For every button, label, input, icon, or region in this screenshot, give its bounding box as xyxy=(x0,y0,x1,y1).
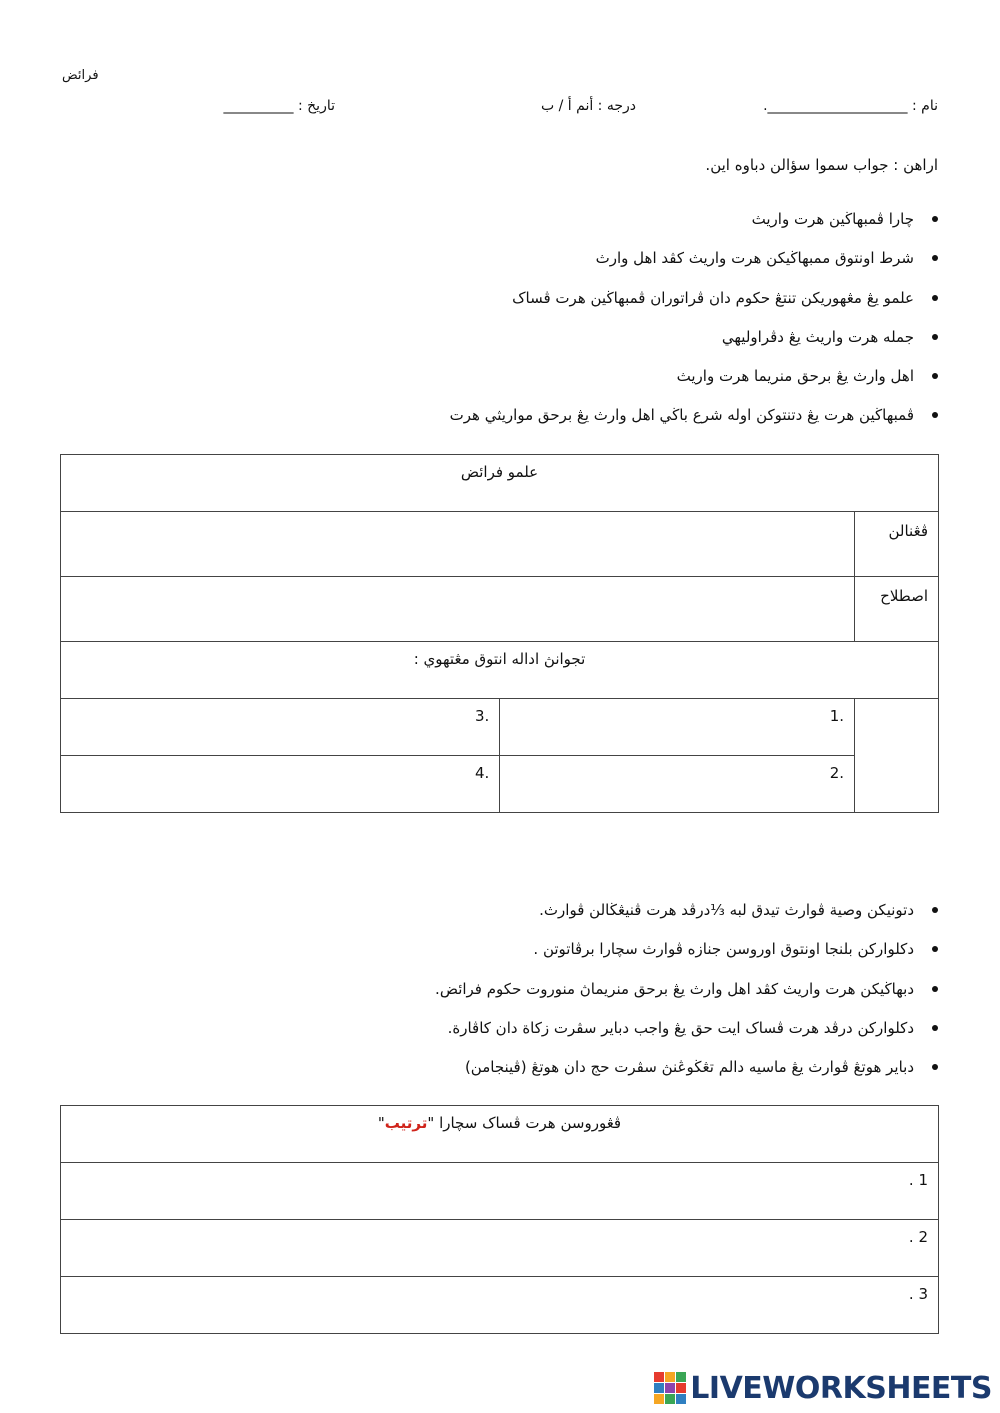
answer-box-3[interactable] xyxy=(61,699,500,756)
list-item[interactable]: دکلوارکن بلنجا اونتوق اوروسن جنازه ڤوارث سچارا برڤاتوتن . xyxy=(120,930,940,969)
logo-blocks-icon xyxy=(654,1372,686,1404)
list-item[interactable]: ڤمبهاڬين هرت يڠ دتنتوکن اوله شرع باڬي اهل وارث يڠ برحق مواريثي هرت xyxy=(240,396,940,435)
list-item[interactable]: جمله هرت واريث يڠ دڤراوليهي xyxy=(240,318,940,357)
term-answer-box[interactable] xyxy=(61,577,855,642)
logo-block xyxy=(665,1394,675,1404)
answer-box-4[interactable] xyxy=(61,756,500,813)
date-field[interactable]: تاريخ : __________ xyxy=(223,98,335,114)
definition-answer-box[interactable] xyxy=(61,512,855,577)
answer-box-1[interactable] xyxy=(500,699,855,756)
order-table-title xyxy=(61,1106,939,1163)
answer-number: . 1 xyxy=(908,1171,928,1189)
definition-options-list xyxy=(240,200,940,436)
objective-heading: تجوانڽ اداله انتوق مڠتهوي : xyxy=(61,642,939,699)
list-item[interactable]: علمو يڠ مڠهوريکن تنتڠ حکوم دان ڤراتوران ڤمبهاڬين هرت ڤساک xyxy=(240,279,940,318)
name-field[interactable]: نام : ____________________. xyxy=(763,98,938,114)
instruction-text: اراهن : جواب سموا سؤالن دباوه اين. xyxy=(705,156,938,174)
table-title: علمو فرائض xyxy=(61,455,939,512)
definition-label: ڤڠنالن xyxy=(855,512,939,577)
title-text: ڤڠوروسن هرت ڤساک سچارا " xyxy=(427,1114,622,1132)
answer-number: . 3 xyxy=(908,1285,928,1303)
logo-block xyxy=(676,1394,686,1404)
logo-block xyxy=(654,1394,664,1404)
worksheet-title: فرائض xyxy=(62,68,99,83)
objective-side-cell xyxy=(855,699,939,813)
logo-block xyxy=(665,1372,675,1382)
term-label: اصطلاح xyxy=(855,577,939,642)
answer-number: 3. xyxy=(474,707,490,725)
list-item[interactable]: دبهاڬيکن هرت واريث کڤد اهل وارث يڠ برحق منريماڽ منوروت حکوم فرائض. xyxy=(120,970,940,1009)
order-answer-box-2[interactable] xyxy=(61,1220,939,1277)
answer-number: . 2 xyxy=(908,1228,928,1246)
title-highlight: ترتيب xyxy=(384,1114,428,1132)
steps-options-list xyxy=(120,891,940,1087)
list-item[interactable]: دکلوارکن درڤد هرت ڤساک ايت حق يڠ واجب دباير سڤرت زکاة دان کاڤارة. xyxy=(120,1009,940,1048)
answer-number: 2. xyxy=(829,764,844,782)
answer-number: 1. xyxy=(829,707,844,725)
list-item[interactable]: دباير هوتڠ ڤوارث يڠ ماسيه دالم تڠڬوڠنڽ سڤرت حج دان هوتڠ (ڤينجامن) xyxy=(120,1048,940,1087)
faraid-table xyxy=(60,454,939,813)
list-item[interactable]: دتونيکن وصية ڤوارث تيدق لبه ⅓درڤد هرت ڤنيڠڬالن ڤوارث. xyxy=(120,891,940,930)
answer-box-2[interactable] xyxy=(500,756,855,813)
liveworksheets-logo xyxy=(654,1371,992,1405)
order-answer-box-3[interactable] xyxy=(61,1277,939,1334)
logo-block xyxy=(676,1372,686,1382)
answer-number: 4. xyxy=(474,764,490,782)
order-table xyxy=(60,1105,939,1334)
order-answer-box-1[interactable] xyxy=(61,1163,939,1220)
grade-field[interactable]: درجه : أنم أ / ب xyxy=(540,98,636,114)
logo-block xyxy=(665,1383,675,1393)
list-item[interactable]: اهل وارث يڠ برحق منريما هرت واريث xyxy=(240,357,940,396)
logo-block xyxy=(654,1372,664,1382)
list-item[interactable]: چارا ڤمبهاڬين هرت واريث xyxy=(240,200,940,239)
title-text-end: " xyxy=(377,1114,385,1132)
list-item[interactable]: شرط اونتوق ممبهاڬيکن هرت واريث کڤد اهل وارث xyxy=(240,239,940,278)
logo-block xyxy=(654,1383,664,1393)
logo-block xyxy=(676,1383,686,1393)
logo-text: LIVEWORKSHEETS xyxy=(690,1370,992,1406)
